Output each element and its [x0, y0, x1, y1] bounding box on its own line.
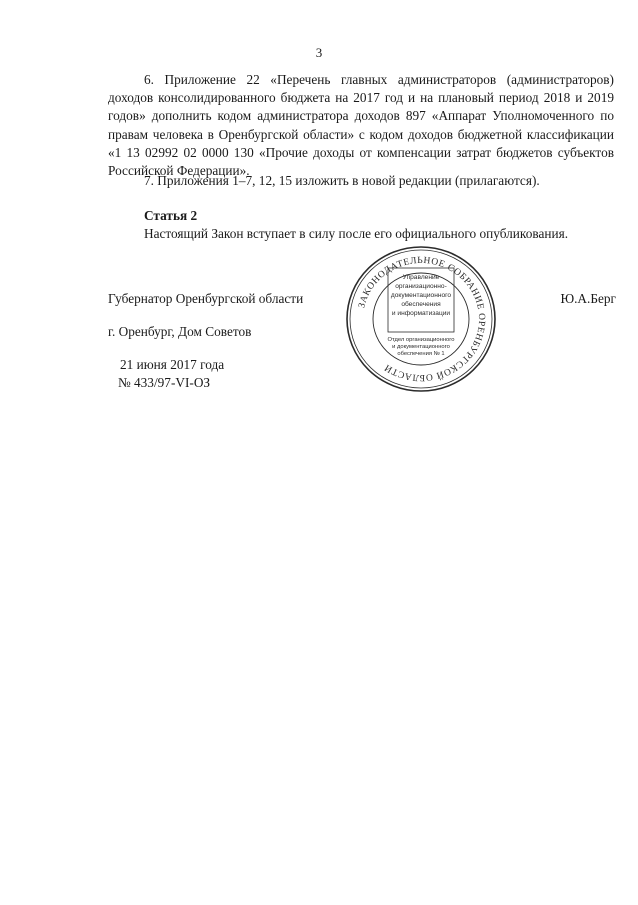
svg-text:документационного: документационного [390, 292, 452, 299]
official-seal-stamp [344, 244, 498, 394]
governor-name: Ю.А.Берг [560, 291, 616, 306]
seal-department-text [388, 337, 455, 357]
item-6: 6. Приложение 22 «Перечень главных администраторов (администраторов) доходов консолидированного бюджета на 2017 год и на плановый период 2018 и 2019 годов» дополнить кодом администратора доходов 897 «Аппарат Уполномоченного по правам человека в Оренбургской области» с кодом доходов бюджетной классификации «1 13 02992 02 0000 130 «Прочие доходы от компенсации затрат бюджетов субъектов Российской Федерации». [108, 72, 614, 179]
svg-text:обеспечения № 1: обеспечения № 1 [397, 351, 445, 357]
svg-text:Управление: Управление [402, 274, 440, 281]
svg-text:обеспечения: обеспечения [401, 301, 441, 308]
signing-date: 21 июня 2017 года [120, 357, 225, 372]
article-2-title: Статья 2 [144, 208, 198, 223]
svg-text:организационно-: организационно- [395, 283, 447, 290]
svg-text:Отдел организационного: Отдел организационного [387, 337, 455, 343]
svg-text:и информатизации: и информатизации [391, 310, 451, 317]
article-2-text: Настоящий Закон вступает в силу после его официального опубликования. [144, 226, 569, 241]
svg-text:и документационного: и документационного [392, 344, 450, 350]
seal-rings [347, 247, 495, 391]
governor-title: Губернатор Оренбургской области [108, 291, 304, 306]
law-number: № 433/97-VI-ОЗ [118, 375, 211, 390]
page-number: 3 [315, 45, 323, 60]
seal-box-text [391, 274, 451, 317]
seal-ring-text: ЗАКОНОДАТЕЛЬНОЕ СОБРАНИЕ ОРЕНБУРГСКОЙ ОБЛАСТИ [357, 255, 487, 383]
signing-place: г. Оренбург, Дом Советов [108, 324, 252, 339]
item-7: 7. Приложения 1–7, 12, 15 изложить в новой редакции (прилагаются). [144, 173, 540, 188]
